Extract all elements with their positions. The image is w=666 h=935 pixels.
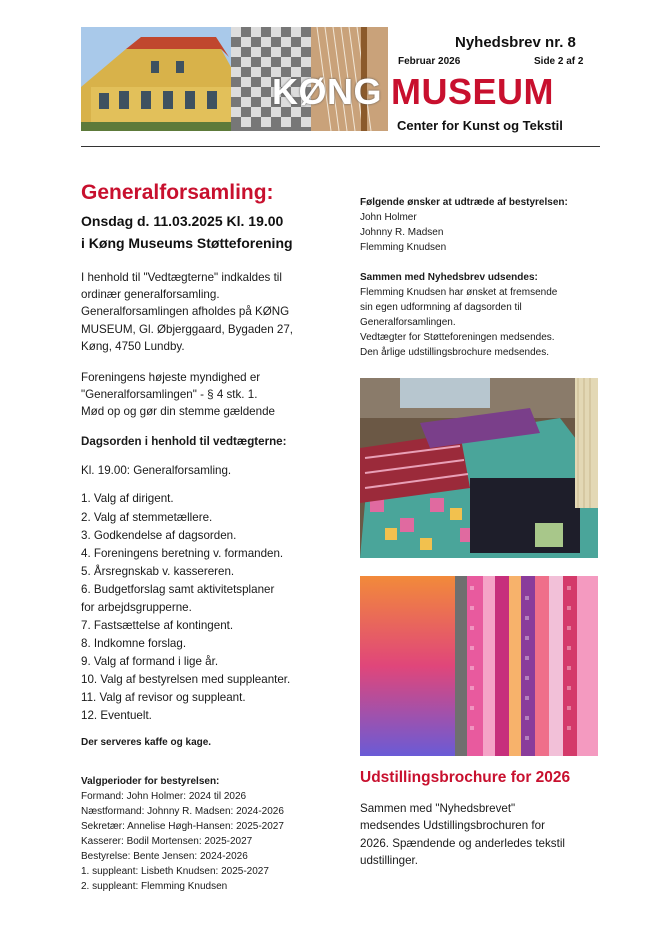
term-line: Bestyrelse: Bente Jensen: 2024-2026 — [81, 851, 248, 863]
agenda-item: 9. Valg af formand i lige år. — [81, 655, 219, 669]
agenda-item: 4. Foreningens beretning v. formanden. — [81, 546, 284, 560]
leaving-member: Flemming Knudsen — [360, 242, 447, 253]
agenda-item: 8. Indkomne forslag. — [81, 637, 187, 651]
term-line: 2. suppleant: Flemming Knudsen — [81, 881, 228, 893]
issue-number: Nyhedsbrev nr. 8 — [455, 34, 576, 51]
museum-subtitle: Center for Kunst og Tekstil — [397, 118, 563, 133]
enclosed-line: sin egen udformning af dagsorden til — [360, 302, 522, 313]
leaving-member: John Holmer — [360, 212, 417, 223]
terms-list — [81, 789, 346, 894]
authority-line: Mød op og gør din stemme gældende — [81, 405, 275, 419]
agenda-heading: Dagsorden i henhold til vedtægterne: — [81, 434, 287, 448]
agenda-item: 1. Valg af dirigent. — [81, 492, 174, 506]
enclosed-line: Generalforsamlingen. — [360, 317, 456, 328]
meeting-title: Generalforsamling: — [81, 181, 274, 204]
agenda-time: Kl. 19.00: Generalforsamling. — [81, 464, 232, 478]
coffee-note: Der serveres kaffe og kage. — [81, 737, 212, 749]
enclosed-line: Flemming Knudsen har ønsket at fremsende — [360, 287, 558, 298]
brochure-title: Udstillingsbrochure for 2026 — [360, 769, 571, 786]
agenda-item: 7. Fastsættelse af kontingent. — [81, 619, 234, 633]
agenda-item: 6. Budgetforslag samt aktivitetsplaner — [81, 582, 275, 596]
leaving-member: Johnny R. Madsen — [360, 227, 444, 238]
authority-line: "Generalforsamlingen" - § 4 stk. 1. — [81, 387, 258, 401]
brochure-line: Sammen med "Nyhedsbrevet" — [360, 802, 516, 815]
agenda-item: 3. Godkendelse af dagsorden. — [81, 528, 237, 542]
left-column — [81, 180, 346, 894]
page-number: Side 2 af 2 — [534, 56, 584, 67]
brochure-line: medsendes Udstillingsbrochuren for — [360, 819, 545, 833]
authority-line: Foreningens højeste myndighed er — [81, 370, 261, 384]
authority-paragraph — [81, 369, 346, 421]
intro-line: MUSEUM, Gl. Øbjerggaard, Bygaden 27, — [81, 322, 294, 336]
term-line: Formand: John Holmer: 2024 til 2026 — [81, 791, 247, 803]
enclosed-heading: Sammen med Nyhedsbrev udsendes: — [360, 272, 538, 283]
logo-part-museum: MUSEUM — [391, 71, 554, 112]
right-column — [360, 195, 600, 360]
brochure-text — [360, 800, 598, 870]
term-line: Næstformand: Johnny R. Madsen: 2024-2026 — [81, 806, 284, 818]
term-line: 1. suppleant: Lisbeth Knudsen: 2025-2027 — [81, 866, 269, 878]
agenda-list — [81, 490, 346, 725]
intro-paragraph — [81, 269, 346, 356]
term-line: Kasserer: Bodil Mortensen: 2025-2027 — [81, 836, 253, 848]
agenda-item: 10. Valg af bestyrelsen med suppleanter. — [81, 673, 291, 687]
intro-line: ordinær generalforsamling. — [81, 287, 220, 301]
agenda-item: 12. Eventuelt. — [81, 709, 152, 723]
museum-logo — [272, 71, 554, 112]
intro-line: I henhold til "Vedtægterne" indkaldes til — [81, 270, 282, 284]
intro-line: Køng, 4750 Lundby. — [81, 340, 185, 354]
leaving-heading: Følgende ønsker at udtræde af bestyrelsen: — [360, 197, 568, 208]
agenda-item: for arbejdsgrupperne. — [81, 600, 192, 614]
meeting-host: i Køng Museums Støtteforening — [81, 234, 293, 251]
weaving-stripes-photo — [360, 576, 598, 756]
term-line: Sekretær: Annelise Høgh-Hansen: 2025-2027 — [81, 821, 284, 833]
logo-part-kong: KØNG — [272, 71, 382, 112]
header-divider — [81, 146, 600, 147]
agenda-item: 11. Valg af revisor og suppleant. — [81, 691, 246, 705]
agenda-item: 2. Valg af stemmetællere. — [81, 510, 213, 524]
enclosed-line: Den årlige udstillingsbrochure medsendes. — [360, 347, 549, 358]
intro-line: Generalforsamlingen afholdes på KØNG — [81, 305, 290, 319]
enclosed-line: Vedtægter for Støtteforeningen medsendes. — [360, 332, 555, 343]
terms-heading: Valgperioder for bestyrelsen: — [81, 776, 220, 788]
meeting-datetime: Onsdag d. 11.03.2025 Kl. 19.00 — [81, 213, 284, 230]
brochure-line: 2026. Spændende og anderledes tekstil — [360, 836, 565, 850]
brochure-line: udstillinger. — [360, 854, 419, 868]
agenda-item: 5. Årsregnskab v. kassereren. — [81, 564, 235, 578]
textiles-photo — [360, 378, 598, 558]
issue-date: Februar 2026 — [398, 56, 461, 67]
